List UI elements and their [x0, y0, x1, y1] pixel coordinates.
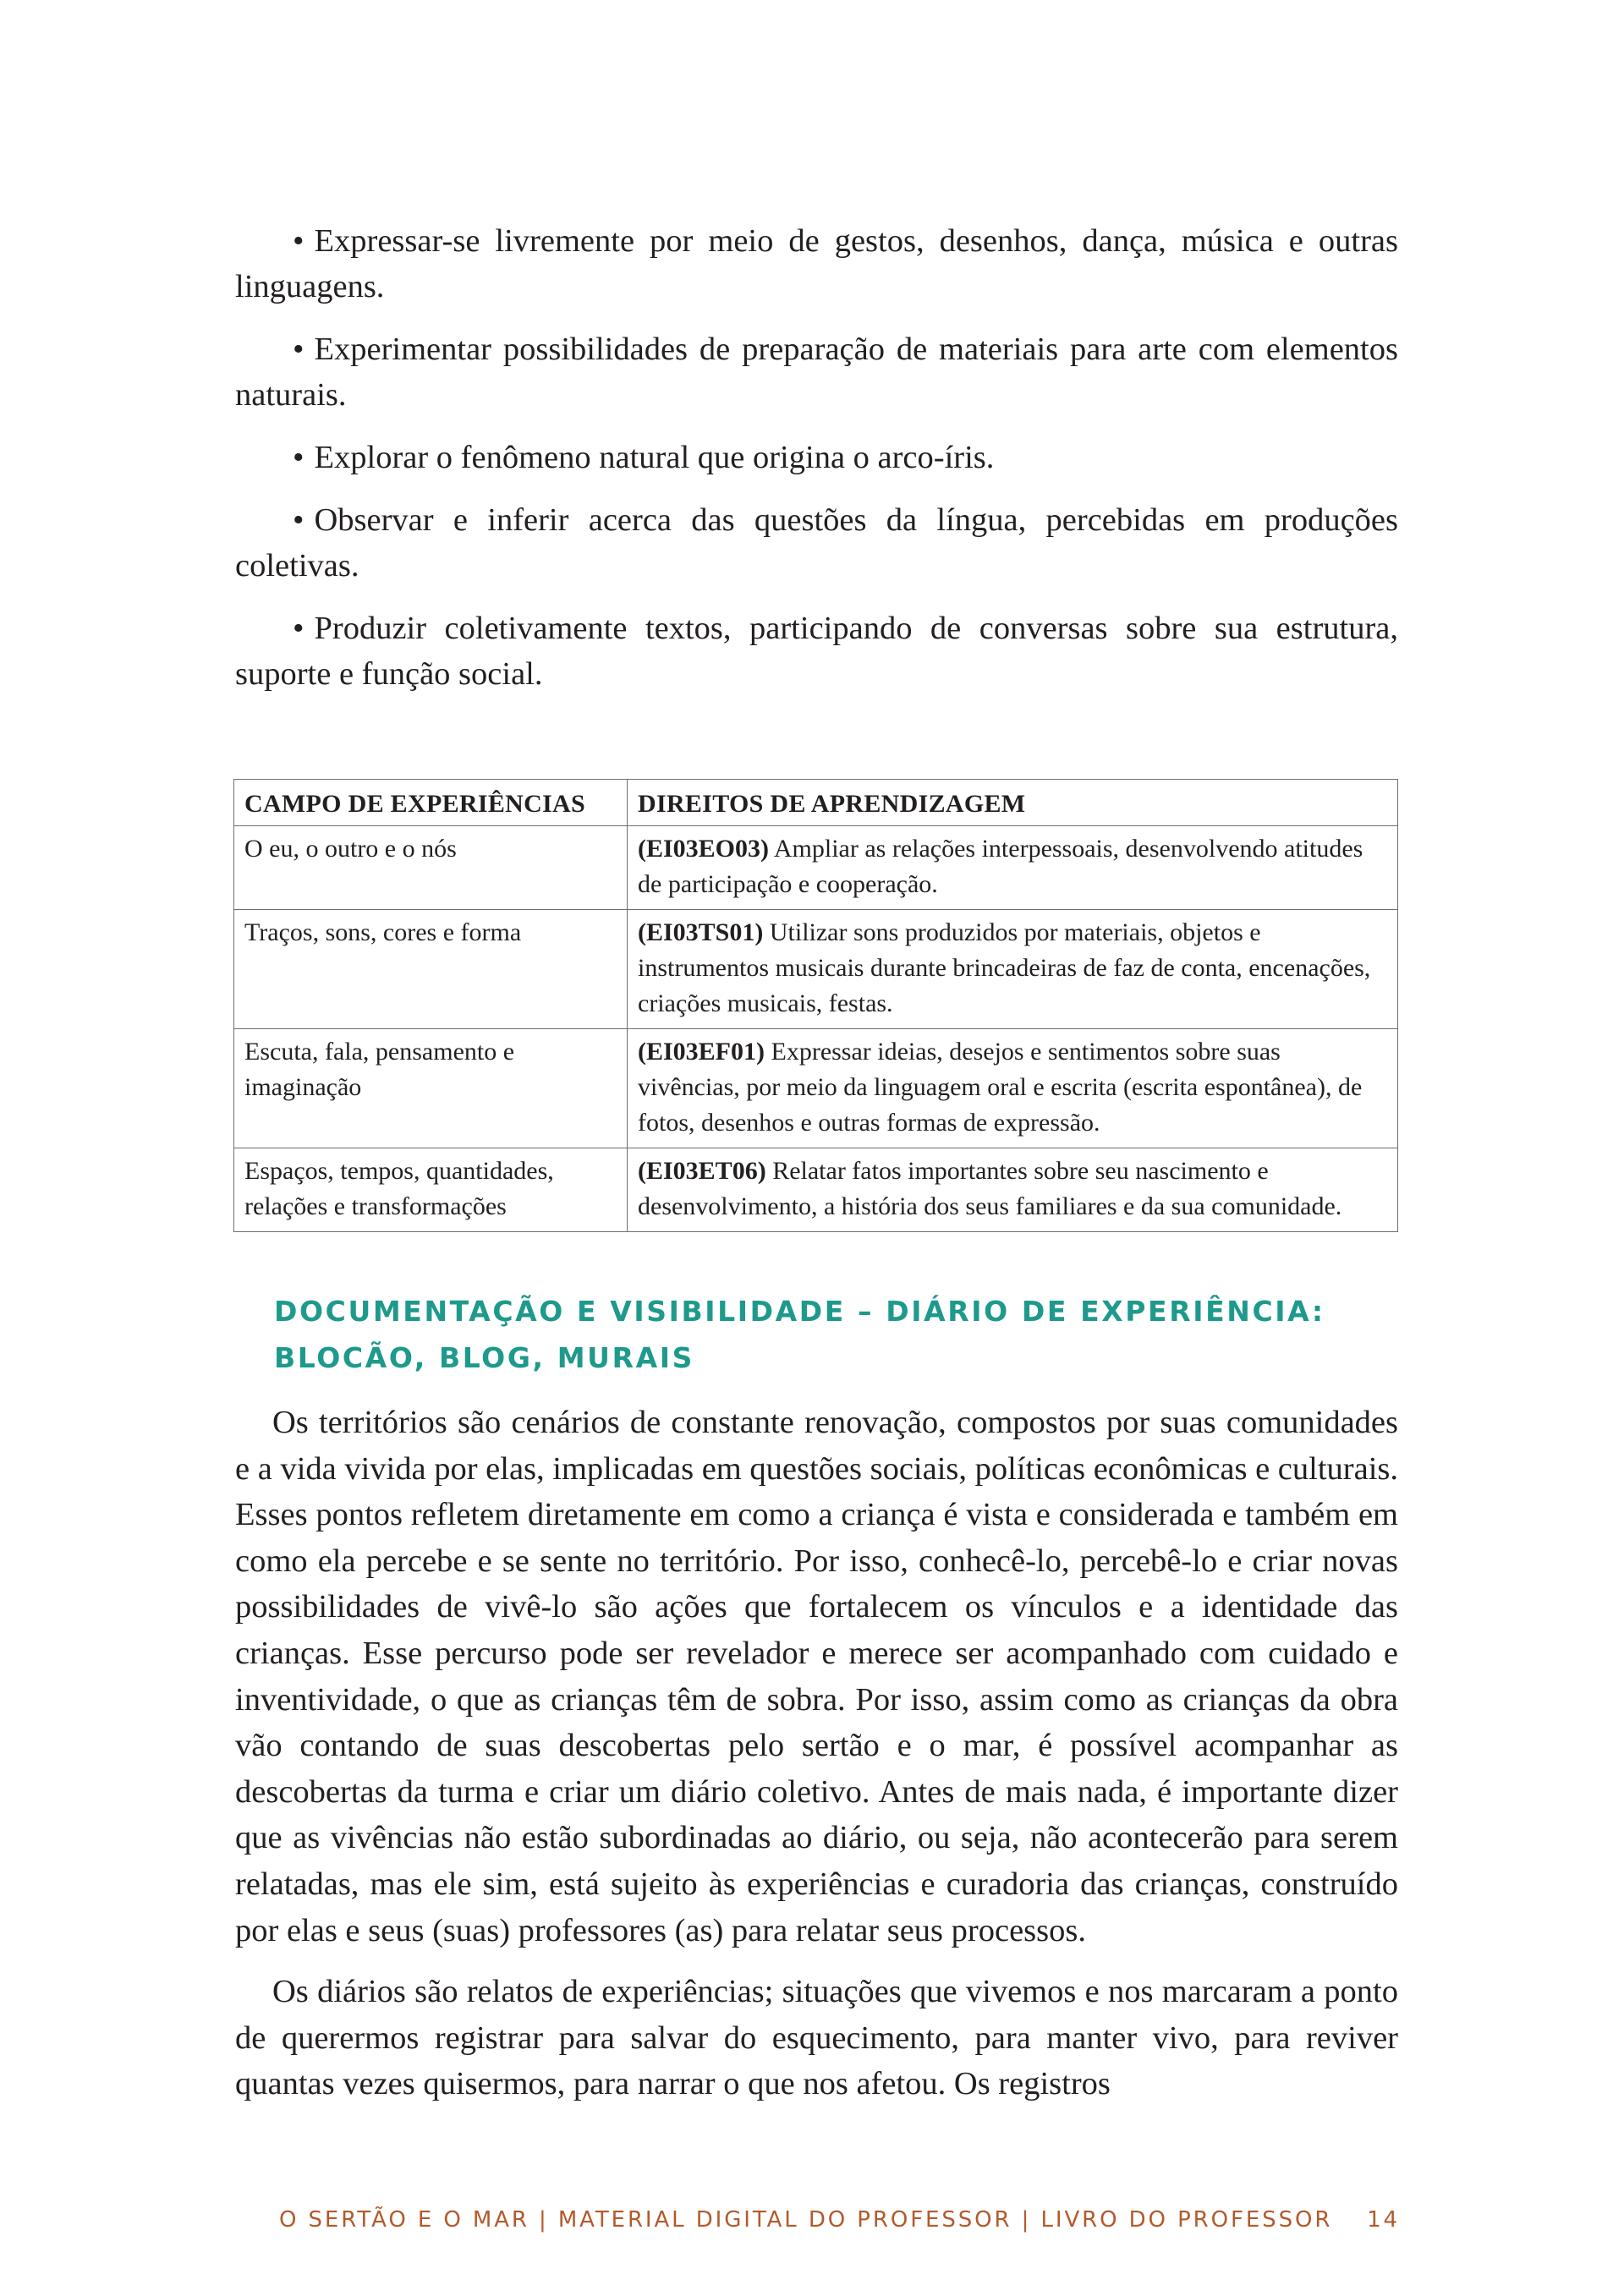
campo-cell: Espaços, tempos, quantidades, relações e transformações [234, 1148, 628, 1232]
bncc-code: (EI03ET06) [638, 1157, 766, 1185]
bncc-code: (EI03EO03) [638, 835, 770, 863]
section-heading [274, 1288, 1399, 1381]
section-heading-line: BLOCÃO, BLOG, MURAIS [274, 1341, 694, 1374]
learning-rights-table [233, 779, 1398, 1232]
bncc-code: (EI03TS01) [638, 918, 764, 946]
objective-text: Produzir coletivamente textos, participando de conversas sobre sua estrutura, suporte e função social. [235, 611, 1398, 692]
bullet-marker: • [293, 223, 304, 259]
bullet-marker: • [293, 611, 304, 646]
objectives-list [235, 218, 1398, 714]
table-row [234, 910, 1398, 1029]
bullet-marker: • [293, 332, 304, 367]
direito-text: Ampliar as relações interpessoais, desenvolvendo atitudes de participação e cooperação. [638, 835, 1363, 898]
table-row [234, 1029, 1398, 1148]
direito-text: Utilizar sons produzidos por materiais, objetos e instrumentos musicais durante brincadeiras de faz de conta, encenações, criações musicais, festas. [638, 918, 1371, 1017]
campo-cell: O eu, o outro e o nós [234, 826, 628, 910]
objective-item [235, 435, 1398, 480]
objective-text: Observar e inferir acerca das questões da língua, percebidas em produções coletivas. [235, 502, 1398, 584]
objective-text: Experimentar possibilidades de preparação de materiais para arte com elementos naturais. [235, 332, 1398, 413]
objective-item [235, 326, 1398, 418]
page-number: 14 [1367, 2207, 1400, 2233]
paragraph: Os diários são relatos de experiências; situações que vivemos e nos marcaram a ponto de querermos registrar para salvar do esquecimento, para manter vivo, para reviver quantas vezes quisermos, para narrar o que nos afetou. Os registros [235, 1974, 1398, 2102]
objective-text: Expressar-se livremente por meio de gestos, desenhos, dança, música e outras linguagens. [235, 223, 1398, 304]
objective-item [235, 218, 1398, 310]
direito-cell [628, 1029, 1398, 1148]
objective-item [235, 497, 1398, 589]
page-footer [279, 2207, 1400, 2233]
campo-cell: Traços, sons, cores e forma [234, 910, 628, 1029]
direito-cell [628, 910, 1398, 1029]
direito-text: Expressar ideias, desejos e sentimentos sobre suas vivências, por meio da linguagem oral e escrita (escrita espontânea), de fotos, desenhos e outras formas de expressão. [638, 1038, 1363, 1137]
section-heading-line: DOCUMENTAÇÃO E VISIBILIDADE – DIÁRIO DE EXPERIÊNCIA: [274, 1295, 1325, 1328]
bullet-marker: • [293, 502, 304, 538]
body-text [235, 1400, 1398, 2123]
table-row [234, 826, 1398, 910]
objective-item [235, 606, 1398, 697]
header-campo: CAMPO DE EXPERIÊNCIAS [234, 780, 628, 826]
objective-text: Explorar o fenômeno natural que origina o arco-íris. [314, 440, 995, 475]
bncc-code: (EI03EF01) [638, 1038, 765, 1066]
direito-text: Relatar fatos importantes sobre seu nascimento e desenvolvimento, a história dos seus familiares e da sua comunidade. [638, 1157, 1342, 1220]
table-row [234, 1148, 1398, 1232]
running-title: O SERTÃO E O MAR | MATERIAL DIGITAL DO PROFESSOR | LIVRO DO PROFESSOR [279, 2207, 1333, 2233]
table-header-row [234, 780, 1398, 826]
paragraph: Os territórios são cenários de constante renovação, compostos por suas comunidades e a vida vivida por elas, implicadas em questões sociais, políticas econômicas e culturais. Esses pontos refletem diretamente em como a criança é vista e considerada e também em como ela percebe e se sente no território. Por isso, conhecê-lo, percebê-lo e criar novas possibilidades de vivê-lo são ações que fortalecem os vínculos e a identidade das crianças. Esse percurso pode ser revelador e merece ser acompanhado com cuidado e inventividade, o que as crianças têm de sobra. Por isso, assim como as crianças da obra vão contando de suas descobertas pelo sertão e o mar, é possível acompanhar as descobertas da turma e criar um diário coletivo. Antes de mais nada, é importante dizer que as vivências não estão subordinadas ao diário, ou seja, não acontecerão para serem relatadas, mas ele sim, está sujeito às experiências e curadoria das crianças, construído por elas e seus (suas) professores (as) para relatar seus processos. [235, 1405, 1398, 1948]
header-direitos: DIREITOS DE APRENDIZAGEM [628, 780, 1398, 826]
campo-cell: Escuta, fala, pensamento e imaginação [234, 1029, 628, 1148]
direito-cell [628, 1148, 1398, 1232]
bullet-marker: • [293, 440, 304, 475]
direito-cell [628, 826, 1398, 910]
